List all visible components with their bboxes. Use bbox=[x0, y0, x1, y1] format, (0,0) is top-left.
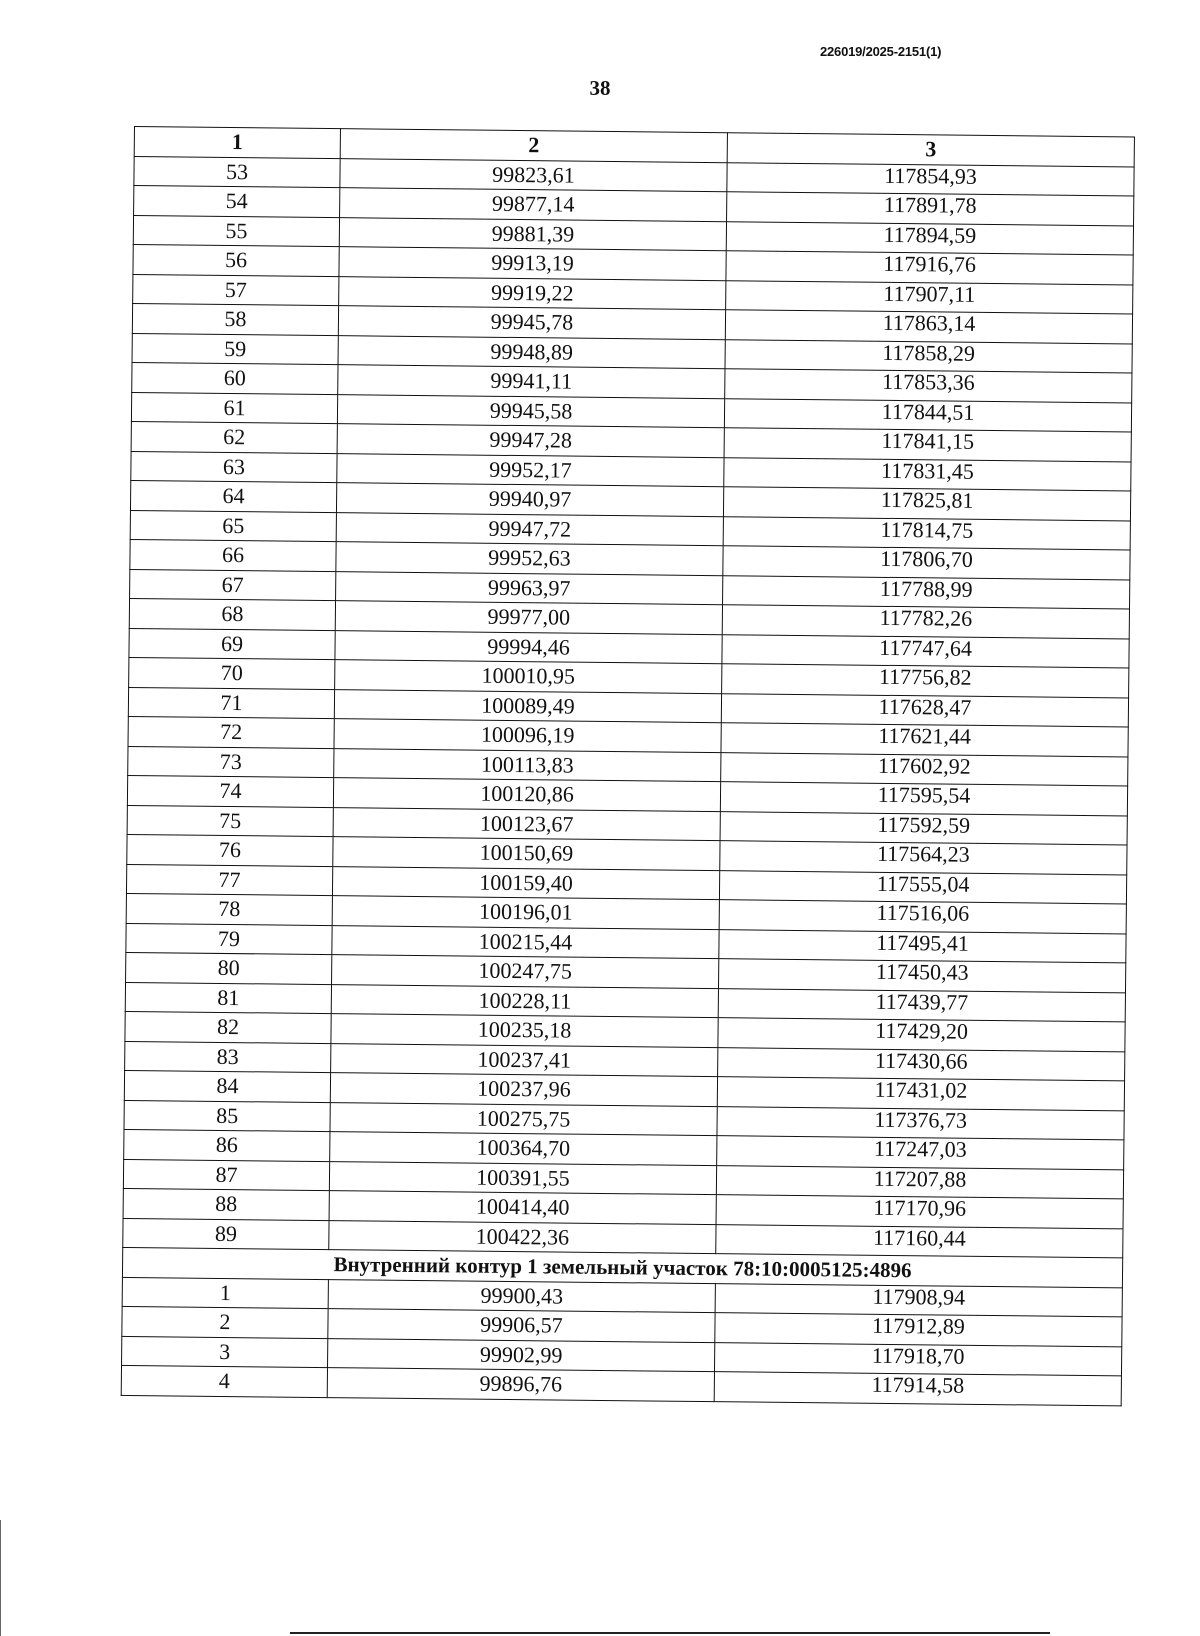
cell-x-coordinate: 99902,99 bbox=[328, 1338, 715, 1372]
cell-y-coordinate: 117912,89 bbox=[715, 1313, 1122, 1347]
cell-y-coordinate: 117430,66 bbox=[718, 1047, 1125, 1081]
cell-y-coordinate: 117450,43 bbox=[719, 959, 1126, 993]
coordinates-table bbox=[121, 126, 1135, 1406]
column-header-x: 2 bbox=[340, 129, 727, 163]
column-header-y: 3 bbox=[727, 133, 1134, 167]
cell-y-coordinate: 117891,78 bbox=[727, 192, 1134, 226]
cell-point-number: 57 bbox=[133, 274, 339, 306]
cell-point-number: 76 bbox=[127, 834, 333, 866]
cell-x-coordinate: 100237,41 bbox=[331, 1043, 718, 1077]
cell-y-coordinate: 117628,47 bbox=[721, 693, 1128, 727]
cell-point-number: 60 bbox=[132, 362, 338, 394]
cell-x-coordinate: 100113,83 bbox=[334, 748, 721, 782]
cell-y-coordinate: 117376,73 bbox=[717, 1106, 1124, 1140]
cell-point-number: 66 bbox=[130, 539, 336, 571]
cell-x-coordinate: 99881,39 bbox=[339, 217, 726, 251]
cell-y-coordinate: 117429,20 bbox=[718, 1018, 1125, 1052]
cell-y-coordinate: 117841,15 bbox=[724, 428, 1131, 462]
cell-point-number: 63 bbox=[131, 451, 337, 483]
cell-x-coordinate: 100422,36 bbox=[329, 1220, 716, 1254]
cell-y-coordinate: 117756,82 bbox=[722, 664, 1129, 698]
cell-point-number: 68 bbox=[129, 598, 335, 630]
cell-point-number: 73 bbox=[128, 746, 334, 778]
cell-x-coordinate: 100237,96 bbox=[330, 1073, 717, 1107]
cell-y-coordinate: 117782,26 bbox=[722, 605, 1129, 639]
cell-y-coordinate: 117844,51 bbox=[724, 398, 1131, 432]
cell-point-number: 69 bbox=[129, 628, 335, 660]
cell-point-number: 72 bbox=[128, 716, 334, 748]
cell-x-coordinate: 99913,19 bbox=[339, 247, 726, 281]
cell-y-coordinate: 117592,59 bbox=[720, 811, 1127, 845]
cell-y-coordinate: 117495,41 bbox=[719, 929, 1126, 963]
cell-point-number: 81 bbox=[125, 982, 331, 1014]
cell-point-number: 86 bbox=[124, 1129, 330, 1161]
cell-x-coordinate: 99896,76 bbox=[327, 1368, 714, 1402]
cell-y-coordinate: 117516,06 bbox=[719, 900, 1126, 934]
cell-x-coordinate: 100228,11 bbox=[331, 984, 718, 1018]
cell-x-coordinate: 99941,11 bbox=[338, 365, 725, 399]
cell-x-coordinate: 100215,44 bbox=[332, 925, 719, 959]
cell-point-number: 78 bbox=[126, 893, 332, 925]
bottom-rule bbox=[290, 1632, 1050, 1634]
cell-point-number: 59 bbox=[132, 333, 338, 365]
cell-x-coordinate: 100414,40 bbox=[329, 1191, 716, 1225]
cell-x-coordinate: 99823,61 bbox=[340, 158, 727, 192]
cell-point-number: 58 bbox=[132, 303, 338, 335]
cell-point-number: 67 bbox=[130, 569, 336, 601]
cell-x-coordinate: 100391,55 bbox=[329, 1161, 716, 1195]
cell-point-number: 53 bbox=[134, 156, 340, 188]
cell-x-coordinate: 99940,97 bbox=[336, 483, 723, 517]
cell-x-coordinate: 100150,69 bbox=[333, 837, 720, 871]
cell-y-coordinate: 117160,44 bbox=[716, 1224, 1123, 1258]
cell-point-number: 85 bbox=[124, 1100, 330, 1132]
scan-margin-mark bbox=[0, 1520, 4, 1636]
cell-x-coordinate: 99947,28 bbox=[337, 424, 724, 458]
cell-x-coordinate: 100089,49 bbox=[334, 689, 721, 723]
cell-x-coordinate: 100364,70 bbox=[330, 1132, 717, 1166]
cell-y-coordinate: 117814,75 bbox=[723, 516, 1130, 550]
cell-y-coordinate: 117907,11 bbox=[726, 280, 1133, 314]
cell-point-number: 84 bbox=[124, 1070, 330, 1102]
cell-point-number: 65 bbox=[130, 510, 336, 542]
cell-point-number: 61 bbox=[131, 392, 337, 424]
cell-point-number: 2 bbox=[122, 1306, 328, 1338]
cell-x-coordinate: 100120,86 bbox=[333, 778, 720, 812]
cell-point-number: 79 bbox=[126, 923, 332, 955]
cell-point-number: 87 bbox=[123, 1159, 329, 1191]
cell-y-coordinate: 117602,92 bbox=[721, 752, 1128, 786]
table-body bbox=[123, 156, 1134, 1258]
cell-x-coordinate: 99948,89 bbox=[338, 335, 725, 369]
cell-point-number: 88 bbox=[123, 1188, 329, 1220]
cell-y-coordinate: 117621,44 bbox=[721, 723, 1128, 757]
cell-point-number: 83 bbox=[125, 1041, 331, 1073]
cell-point-number: 1 bbox=[122, 1277, 328, 1309]
cell-y-coordinate: 117595,54 bbox=[720, 782, 1127, 816]
cell-y-coordinate: 117747,64 bbox=[722, 634, 1129, 668]
cell-y-coordinate: 117916,76 bbox=[726, 251, 1133, 285]
cell-y-coordinate: 117831,45 bbox=[724, 457, 1131, 491]
cell-x-coordinate: 100235,18 bbox=[331, 1014, 718, 1048]
cell-point-number: 56 bbox=[133, 244, 339, 276]
cell-y-coordinate: 117439,77 bbox=[718, 988, 1125, 1022]
cell-x-coordinate: 99945,58 bbox=[337, 394, 724, 428]
cell-x-coordinate: 99952,63 bbox=[336, 542, 723, 576]
cell-y-coordinate: 117918,70 bbox=[714, 1342, 1121, 1376]
cell-y-coordinate: 117853,36 bbox=[725, 369, 1132, 403]
inner-contour-section bbox=[121, 1247, 1122, 1405]
cell-y-coordinate: 117858,29 bbox=[725, 339, 1132, 373]
cell-point-number: 71 bbox=[128, 687, 334, 719]
cell-point-number: 54 bbox=[134, 186, 340, 218]
cell-point-number: 74 bbox=[127, 775, 333, 807]
cell-x-coordinate: 99994,46 bbox=[335, 630, 722, 664]
cell-point-number: 75 bbox=[127, 805, 333, 837]
cell-x-coordinate: 99900,43 bbox=[328, 1279, 715, 1313]
cell-point-number: 64 bbox=[130, 480, 336, 512]
cell-point-number: 62 bbox=[131, 421, 337, 453]
cell-y-coordinate: 117431,02 bbox=[717, 1077, 1124, 1111]
column-header-point: 1 bbox=[134, 127, 340, 159]
page-number: 38 bbox=[589, 76, 611, 100]
cell-x-coordinate: 100247,75 bbox=[332, 955, 719, 989]
cell-x-coordinate: 99919,22 bbox=[339, 276, 726, 310]
cell-y-coordinate: 117854,93 bbox=[727, 162, 1134, 196]
cell-x-coordinate: 99906,57 bbox=[328, 1309, 715, 1343]
cell-y-coordinate: 117207,88 bbox=[716, 1165, 1123, 1199]
cell-point-number: 82 bbox=[125, 1011, 331, 1043]
cell-x-coordinate: 99977,00 bbox=[335, 601, 722, 635]
document-registration-number: 226019/2025-2151(1) bbox=[820, 44, 942, 59]
cell-x-coordinate: 99877,14 bbox=[340, 188, 727, 222]
cell-point-number: 4 bbox=[121, 1365, 327, 1397]
cell-point-number: 77 bbox=[126, 864, 332, 896]
section-title: Внутренний контур 1 земельный участок 78:10:0005125:4896 bbox=[122, 1247, 1122, 1287]
cell-point-number: 80 bbox=[126, 952, 332, 984]
cell-y-coordinate: 117894,59 bbox=[726, 221, 1133, 255]
cell-point-number: 55 bbox=[133, 215, 339, 247]
cell-x-coordinate: 99952,17 bbox=[337, 453, 724, 487]
cell-x-coordinate: 100096,19 bbox=[334, 719, 721, 753]
cell-y-coordinate: 117825,81 bbox=[723, 487, 1130, 521]
cell-y-coordinate: 117908,94 bbox=[715, 1283, 1122, 1317]
cell-y-coordinate: 117806,70 bbox=[723, 546, 1130, 580]
cell-y-coordinate: 117247,03 bbox=[717, 1136, 1124, 1170]
cell-y-coordinate: 117863,14 bbox=[725, 310, 1132, 344]
cell-y-coordinate: 117555,04 bbox=[719, 870, 1126, 904]
cell-y-coordinate: 117914,58 bbox=[714, 1372, 1121, 1406]
cell-y-coordinate: 117788,99 bbox=[723, 575, 1130, 609]
cell-x-coordinate: 100010,95 bbox=[335, 660, 722, 694]
cell-point-number: 89 bbox=[123, 1218, 329, 1250]
cell-x-coordinate: 100196,01 bbox=[332, 896, 719, 930]
cell-x-coordinate: 99947,72 bbox=[336, 512, 723, 546]
cell-point-number: 70 bbox=[129, 657, 335, 689]
cell-y-coordinate: 117170,96 bbox=[716, 1195, 1123, 1229]
cell-x-coordinate: 99945,78 bbox=[338, 306, 725, 340]
cell-point-number: 3 bbox=[122, 1336, 328, 1368]
cell-x-coordinate: 99963,97 bbox=[336, 571, 723, 605]
cell-x-coordinate: 100123,67 bbox=[333, 807, 720, 841]
cell-y-coordinate: 117564,23 bbox=[720, 841, 1127, 875]
cell-x-coordinate: 100275,75 bbox=[330, 1102, 717, 1136]
cell-x-coordinate: 100159,40 bbox=[332, 866, 719, 900]
